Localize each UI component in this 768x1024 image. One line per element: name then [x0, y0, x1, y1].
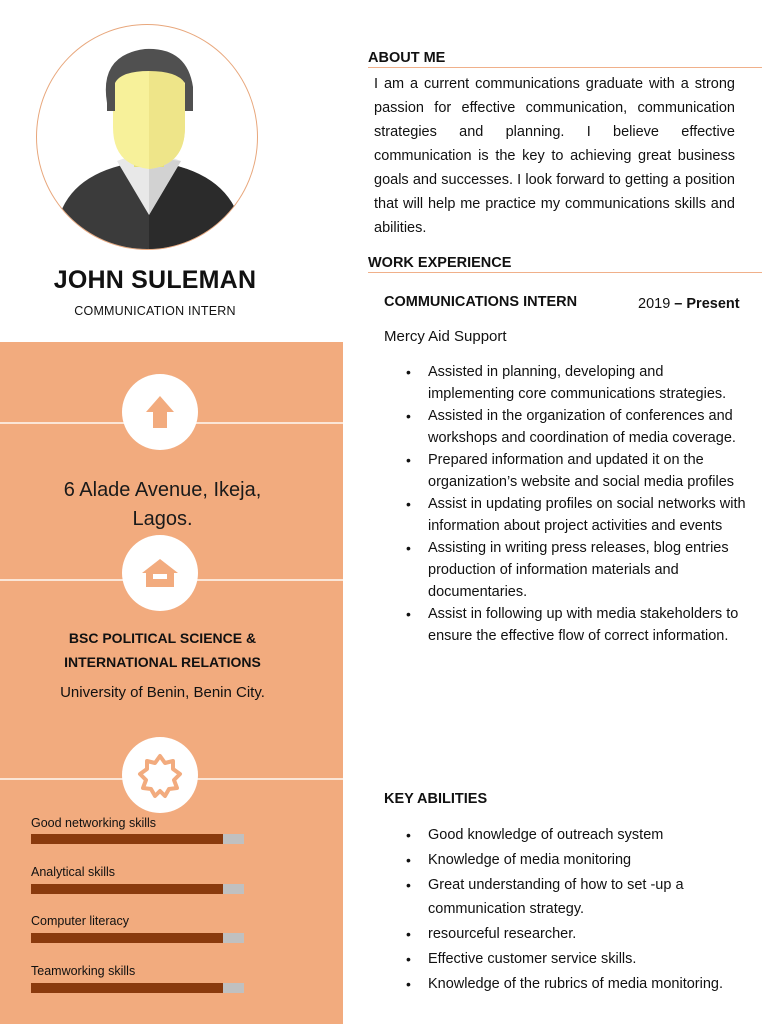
list-item: • Assist in updating profiles on social networks with information about project activities and events — [428, 493, 750, 537]
skill-label: Good networking skills — [31, 816, 157, 830]
job-date-start: 2019 — [638, 296, 671, 312]
about-heading: ABOUT ME — [368, 50, 762, 68]
badge-star-icon — [122, 737, 198, 813]
degree-line-2: INTERNATIONAL RELATIONS — [64, 654, 261, 670]
company-name: Mercy Aid Support — [384, 328, 507, 345]
skill-bar-fill — [31, 933, 223, 943]
address-line-1: 6 Alade Avenue, Ikeja, — [63, 479, 262, 501]
skill-bar — [31, 884, 244, 894]
abilities-heading: KEY ABILITIES — [384, 791, 488, 807]
list-item: • Assist in following up with media stakeholders to ensure the effective flow of correct information. — [428, 603, 750, 647]
skill-label: Computer literacy — [31, 914, 129, 928]
education-badge — [122, 535, 198, 611]
abilities-list — [428, 824, 753, 998]
list-item: • Knowledge of media monitoring — [428, 849, 753, 873]
degree-line-1: BSC POLITICAL SCIENCE & — [68, 630, 257, 646]
profile-photo — [36, 24, 258, 250]
address — [20, 476, 305, 534]
skill-bar-fill — [31, 834, 223, 844]
skill-bar — [31, 983, 244, 993]
list-item: • Assisted in the organization of conferences and workshops and coordination of media coverage. — [428, 405, 750, 449]
university: University of Benin, Benin City. — [60, 684, 265, 701]
skill-bar — [31, 933, 244, 943]
work-heading: WORK EXPERIENCE — [368, 255, 762, 273]
skills-badge — [122, 737, 198, 813]
candidate-name: JOHN SULEMAN — [53, 266, 257, 294]
candidate-role: COMMUNICATION INTERN — [74, 304, 236, 318]
house-icon — [122, 374, 198, 450]
list-item: • Great understanding of how to set -up a communication strategy. — [428, 874, 753, 921]
degree — [20, 626, 305, 674]
skill-bar — [31, 834, 244, 844]
person-avatar-icon — [37, 25, 258, 250]
address-line-2: Lagos. — [132, 508, 193, 530]
list-item: • resourceful researcher. — [428, 923, 753, 947]
list-item: • Effective customer service skills. — [428, 948, 753, 972]
list-item: • Good knowledge of outreach system — [428, 824, 753, 848]
list-item: • Assisting in writing press releases, blog entries production of information materials and documentaries. — [428, 537, 750, 603]
duties-list — [428, 361, 750, 647]
job-dates — [638, 296, 740, 312]
skill-bar-fill — [31, 983, 223, 993]
school-icon — [122, 535, 198, 611]
about-text: I am a current communications graduate with a strong passion for effective communication, communication strategies and planning. I believe effective communication is the key to achieving great business goals and successes. I look forward to getting a position that will help me practice my communications skills and abilities. — [374, 76, 735, 236]
list-item: • Prepared information and updated it on the organization’s website and social media profiles — [428, 449, 750, 493]
skill-label: Analytical skills — [31, 865, 116, 879]
job-date-end: – Present — [674, 296, 740, 312]
skill-label: Teamworking skills — [31, 964, 136, 978]
list-item: • Knowledge of the rubrics of media monitoring. — [428, 973, 753, 997]
job-title: COMMUNICATIONS INTERN — [384, 294, 578, 310]
list-item: • Assisted in planning, developing and implementing core communications strategies. — [428, 361, 750, 405]
skill-bar-fill — [31, 884, 223, 894]
address-badge — [122, 374, 198, 450]
